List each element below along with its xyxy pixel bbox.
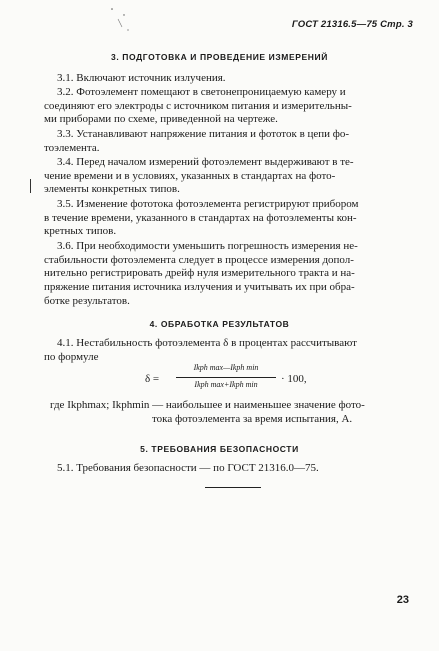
section-5-heading: 5. ТРЕБОВАНИЯ БЕЗОПАСНОСТИ: [140, 444, 299, 454]
formula-denominator: Ikph max+Ikph min: [194, 380, 258, 389]
paragraph-3-1: [57, 72, 413, 86]
scan-artifact-marks: [106, 5, 136, 35]
paragraph-3-4: [44, 156, 413, 197]
text-line: пряжение питания источника излучения и учитывать их при обра-: [44, 281, 355, 294]
text-line: ми приборами по схеме, приведенной на чертеже.: [44, 113, 278, 126]
text-line: кретных типов.: [44, 225, 117, 238]
formula-rhs: · 100,: [281, 373, 307, 385]
end-rule: [205, 487, 261, 488]
fraction-bar: [176, 377, 276, 378]
text-line: элементы конкретных типов.: [44, 183, 180, 196]
paragraph-3-6: [44, 240, 413, 309]
section-3-heading: 3. ПОДГОТОВКА И ПРОВЕДЕНИЕ ИЗМЕРЕНИЙ: [111, 52, 328, 62]
text-line: 3.3. Устанавливают напряжение питания и фототок в цепи фо-: [57, 128, 350, 140]
text-line: 3.4. Перед началом измерений фотоэлемент выдерживают в те-: [57, 156, 354, 168]
margin-mark: [30, 179, 31, 193]
text-line: где Ikphmax; Ikphmin — наибольшее и наименьшее значение фото-: [50, 399, 365, 411]
text-line: 3.1. Включают источник излучения.: [57, 72, 226, 84]
text-line: 3.5. Изменение фототока фотоэлемента регистрируют прибором: [57, 198, 359, 210]
text-line: тоэлемента.: [44, 141, 100, 154]
paragraph-3-3: [44, 128, 413, 155]
text-line: чение времени и в условиях, указанных в стандартах на фото-: [44, 169, 336, 182]
text-line: ботке результатов.: [44, 294, 130, 307]
formula-lhs: δ =: [145, 373, 160, 385]
formula-explanation: [50, 399, 413, 426]
text-line: нительно регистрировать дрейф нуля измерительного тракта и на-: [44, 267, 355, 280]
text-line: 4.1. Нестабильность фотоэлемента δ в процентах рассчитывают: [57, 337, 357, 349]
text-line: 3.2. Фотоэлемент помещают в светонепроницаемую камеру и: [57, 86, 346, 98]
formula-numerator: Ikph max—Ikph min: [193, 363, 259, 372]
page-header: ГОСТ 21316.5—75 Стр. 3: [291, 19, 413, 30]
text-line: соединяют его электроды с источником питания и измерительны-: [44, 99, 352, 112]
page-number: 23: [396, 594, 409, 606]
instability-formula: [145, 362, 345, 396]
text-line: по формуле: [44, 350, 99, 363]
text-line: стабильности фотоэлемента следует в процессе измерения допол-: [44, 253, 354, 266]
section-4-heading: 4. ОБРАБОТКА РЕЗУЛЬТАТОВ: [149, 319, 290, 329]
text-line: тока фотоэлемента за время испытания, А.: [152, 412, 353, 425]
paragraph-4-1: [44, 337, 413, 364]
paragraph-3-5: [44, 198, 413, 239]
text-line: 3.6. При необходимости уменьшить погрешность измерения не-: [57, 240, 358, 252]
paragraph-3-2: [44, 86, 413, 127]
paragraph-5-1: [57, 462, 413, 476]
text-line: в течение времени, указанного в стандартах на фотоэлементы кон-: [44, 211, 357, 224]
text-line: 5.1. Требования безопасности — по ГОСТ 21316.0—75.: [57, 462, 319, 474]
